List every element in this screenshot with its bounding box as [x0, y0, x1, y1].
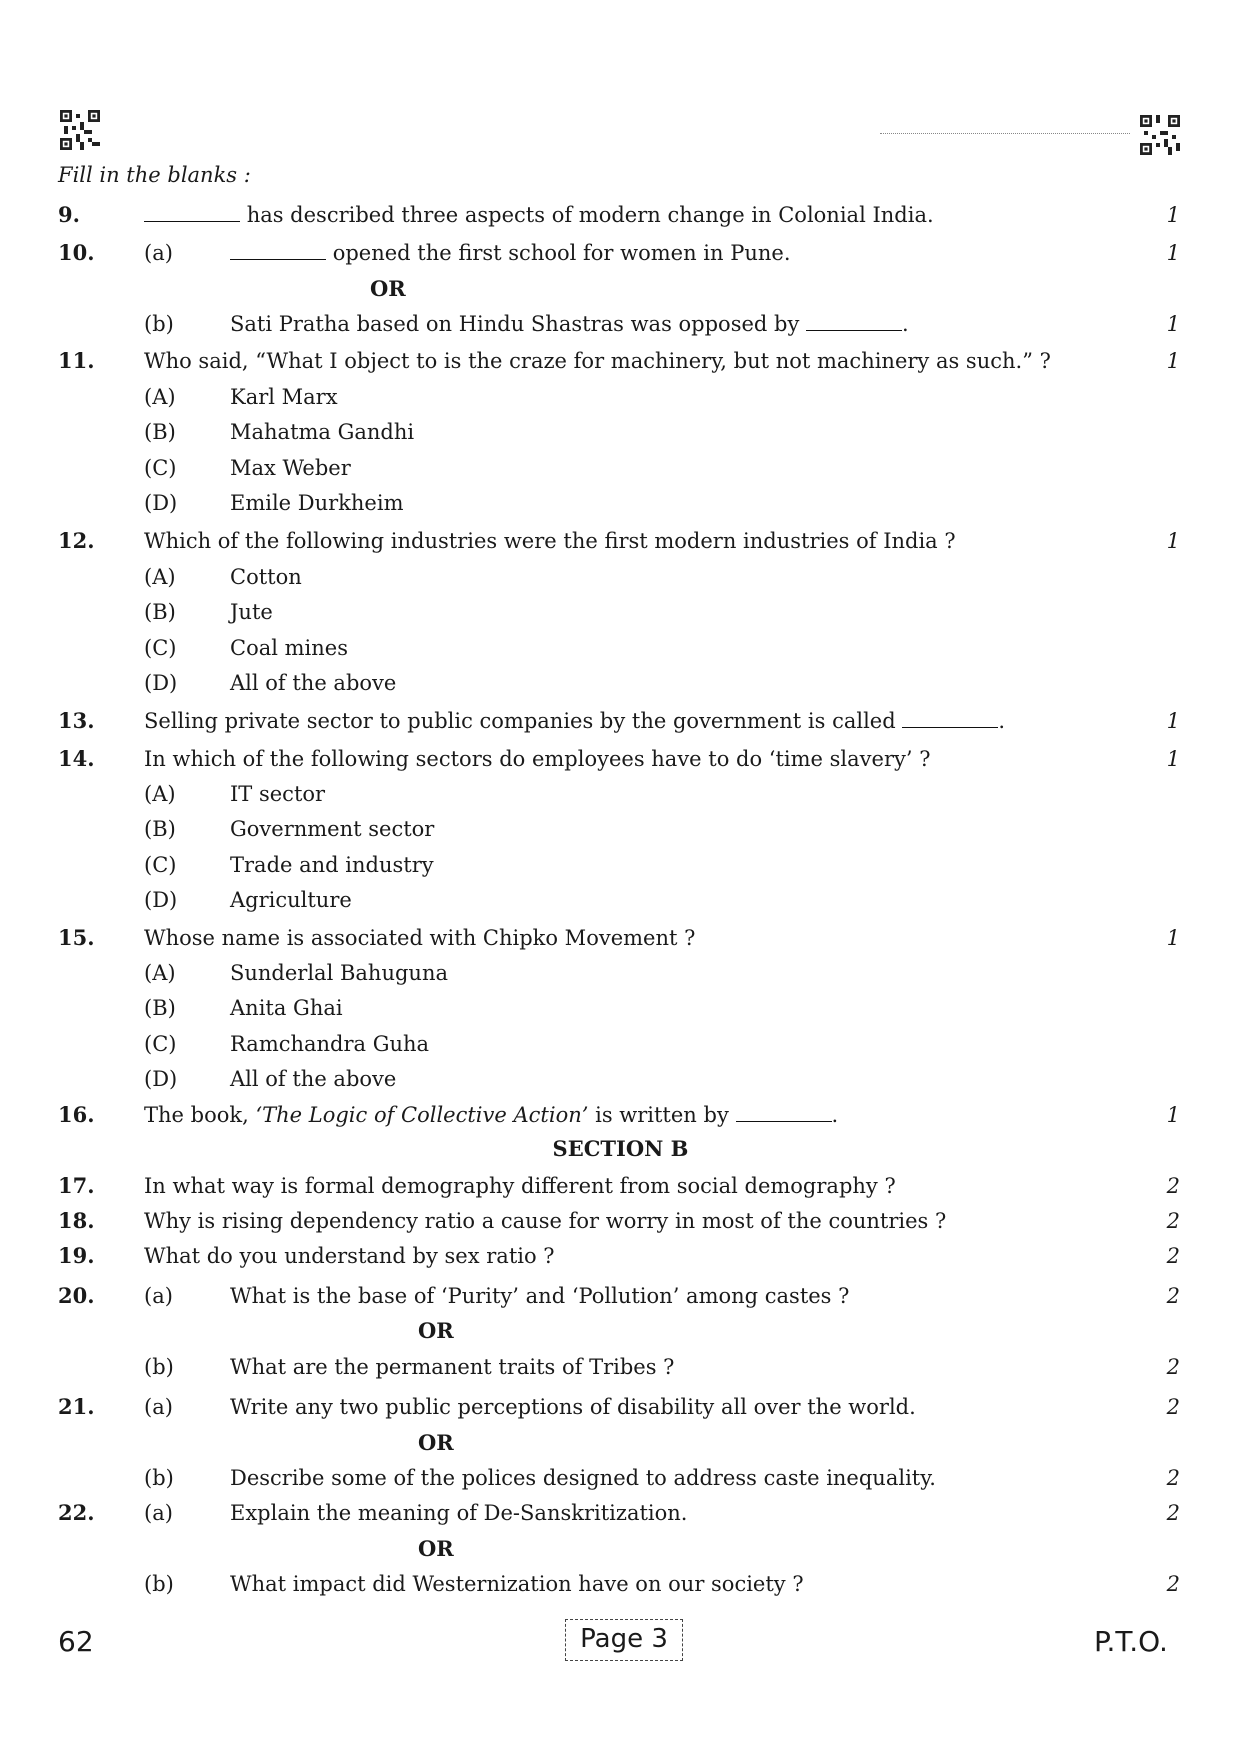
- question-text: Sati Pratha based on Hindu Shastras was opposed by .: [230, 312, 909, 336]
- option-item: (B) Jute: [144, 600, 273, 624]
- question-text: has described three aspects of modern change in Colonial India.: [144, 200, 934, 230]
- question-18: [0, 1206, 1241, 1240]
- question-marks: 2: [1166, 1284, 1180, 1308]
- question-number: 20.: [58, 1283, 95, 1308]
- question-17: [0, 1171, 1241, 1205]
- question-number: 18.: [58, 1208, 95, 1233]
- or-divider: OR: [418, 1536, 454, 1561]
- option-item: (B) Mahatma Gandhi: [144, 420, 415, 444]
- question-15: [0, 923, 1241, 957]
- question-number: 12.: [58, 528, 95, 553]
- option-item: (A) IT sector: [144, 782, 326, 806]
- question-13: [0, 706, 1241, 740]
- sub-label: (b): [144, 312, 174, 336]
- question-marks: 1: [1166, 529, 1180, 553]
- question-text: What is the base of ‘Purity’ and ‘Pollution’ among castes ?: [230, 1284, 850, 1308]
- question-21a: [0, 1392, 1241, 1426]
- option-item: (C) Coal mines: [144, 636, 348, 660]
- answer-blank: [902, 708, 998, 728]
- qr-code-icon: [60, 110, 100, 150]
- question-marks: 2: [1166, 1572, 1180, 1596]
- qr-code-icon: [1140, 115, 1180, 155]
- sub-label: (a): [144, 1395, 173, 1419]
- option-item: (A) Cotton: [144, 565, 302, 589]
- or-divider: OR: [418, 1318, 454, 1343]
- answer-blank: [736, 1102, 832, 1122]
- question-text: In what way is formal demography different from social demography ?: [144, 1174, 896, 1198]
- question-marks: 1: [1166, 312, 1180, 336]
- question-16: [0, 1100, 1241, 1134]
- question-marks: 1: [1166, 349, 1180, 373]
- question-10a: [0, 238, 1241, 272]
- question-22b: [0, 1569, 1241, 1603]
- question-marks: 1: [1166, 709, 1180, 733]
- question-marks: 1: [1166, 241, 1180, 265]
- question-20b: [0, 1352, 1241, 1386]
- question-text: What do you understand by sex ratio ?: [144, 1244, 555, 1268]
- question-number: 15.: [58, 925, 95, 950]
- option-item: (D) Emile Durkheim: [144, 491, 404, 515]
- option-item: (B) Government sector: [144, 817, 435, 841]
- question-number: 22.: [58, 1500, 95, 1525]
- question-9: [0, 200, 1241, 234]
- question-text: Whose name is associated with Chipko Movement ?: [144, 926, 696, 950]
- section-heading: SECTION B: [552, 1136, 689, 1161]
- pto-label: P.T.O.: [1094, 1625, 1168, 1658]
- question-11: [0, 346, 1241, 380]
- question-number: 10.: [58, 240, 95, 265]
- option-item: (A) Karl Marx: [144, 385, 338, 409]
- page-number: Page 3: [565, 1619, 683, 1661]
- sub-label: (a): [144, 1284, 173, 1308]
- question-10b: [0, 309, 1241, 343]
- question-marks: 2: [1166, 1209, 1180, 1233]
- question-14: [0, 744, 1241, 778]
- question-number: 21.: [58, 1394, 95, 1419]
- or-divider: OR: [418, 1430, 454, 1455]
- question-number: 9.: [58, 202, 80, 227]
- question-marks: 2: [1166, 1244, 1180, 1268]
- sub-label: (a): [144, 241, 173, 265]
- question-marks: 1: [1166, 203, 1180, 227]
- question-marks: 2: [1166, 1466, 1180, 1490]
- question-20a: [0, 1281, 1241, 1315]
- question-marks: 2: [1166, 1501, 1180, 1525]
- sub-label: (b): [144, 1572, 174, 1596]
- question-19: [0, 1241, 1241, 1275]
- option-item: (C) Trade and industry: [144, 853, 434, 877]
- question-number: 14.: [58, 746, 95, 771]
- option-item: (D) All of the above: [144, 1067, 397, 1091]
- question-marks: 1: [1166, 747, 1180, 771]
- question-text: Describe some of the polices designed to address caste inequality.: [230, 1466, 936, 1490]
- answer-blank: [230, 240, 326, 260]
- answer-blank: [144, 202, 240, 222]
- question-12: [0, 526, 1241, 560]
- question-text: In which of the following sectors do employees have to do ‘time slavery’ ?: [144, 747, 931, 771]
- option-item: (D) Agriculture: [144, 888, 352, 912]
- question-text: opened the first school for women in Pune.: [230, 238, 791, 268]
- question-text: Explain the meaning of De-Sanskritization.: [230, 1501, 688, 1525]
- question-marks: 1: [1166, 1103, 1180, 1127]
- question-number: 13.: [58, 708, 95, 733]
- option-item: (C) Max Weber: [144, 456, 351, 480]
- question-22a: [0, 1498, 1241, 1532]
- answer-blank: [806, 311, 902, 331]
- question-text: What impact did Westernization have on our society ?: [230, 1572, 804, 1596]
- sub-label: (b): [144, 1466, 174, 1490]
- question-marks: 2: [1166, 1355, 1180, 1379]
- or-divider: OR: [370, 276, 406, 301]
- paper-code: 62: [58, 1625, 94, 1658]
- question-text: Write any two public perceptions of disability all over the world.: [230, 1395, 916, 1419]
- instruction-text: Fill in the blanks :: [58, 163, 251, 187]
- sub-label: (a): [144, 1501, 173, 1525]
- question-number: 19.: [58, 1243, 95, 1268]
- question-marks: 1: [1166, 926, 1180, 950]
- question-number: 16.: [58, 1102, 95, 1127]
- option-item: (C) Ramchandra Guha: [144, 1032, 430, 1056]
- question-marks: 2: [1166, 1174, 1180, 1198]
- question-number: 11.: [58, 348, 95, 373]
- question-text: Which of the following industries were the first modern industries of India ?: [144, 529, 956, 553]
- question-21b: [0, 1463, 1241, 1497]
- question-text: Who said, “What I object to is the craze for machinery, but not machinery as such.” ?: [144, 349, 1051, 373]
- header-dotted-line: [880, 133, 1130, 134]
- question-text: The book, ‘The Logic of Collective Action’ is written by .: [144, 1103, 839, 1127]
- option-item: (A) Sunderlal Bahuguna: [144, 961, 448, 985]
- question-text: What are the permanent traits of Tribes ?: [230, 1355, 675, 1379]
- question-text: Selling private sector to public companies by the government is called .: [144, 709, 1006, 733]
- question-marks: 2: [1166, 1395, 1180, 1419]
- option-item: (B) Anita Ghai: [144, 996, 343, 1020]
- question-text: Why is rising dependency ratio a cause for worry in most of the countries ?: [144, 1209, 947, 1233]
- option-item: (D) All of the above: [144, 671, 397, 695]
- question-number: 17.: [58, 1173, 95, 1198]
- sub-label: (b): [144, 1355, 174, 1379]
